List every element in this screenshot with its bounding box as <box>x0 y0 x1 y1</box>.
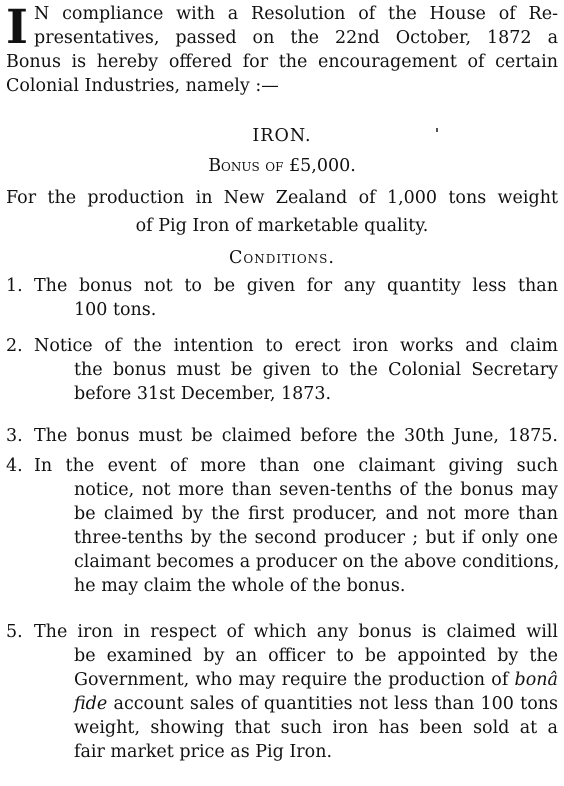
condition-line <box>34 668 558 692</box>
condition-line: claimant becomes a producer on the above conditions, <box>74 552 560 572</box>
intro-line: presentatives, passed on the 22nd October, 1872 a <box>34 28 558 48</box>
condition-line: In the event of more than one claimant giving such <box>34 456 558 476</box>
condition-item <box>6 620 558 764</box>
condition-line: weight, showing that such iron has been sold at a <box>74 718 558 738</box>
condition-line <box>34 692 558 716</box>
condition-line: three-tenths by the second producer ; but if only one <box>74 528 558 548</box>
condition-item <box>6 274 558 322</box>
conditions-title: Conditions. <box>229 248 335 268</box>
condition-line: 100 tons. <box>74 300 157 320</box>
condition-line: The iron in respect of which any bonus is claimed will <box>34 622 558 642</box>
intro-line: N compliance with a Resolution of the House of Re- <box>34 4 558 24</box>
condition-line: The bonus not to be given for any quantity less than <box>34 276 558 296</box>
condition-line: be examined by an officer to be appointed by the <box>74 646 558 666</box>
condition-line: be claimed by the first producer, and not more than <box>74 504 558 524</box>
condition-number: 1. <box>6 276 23 296</box>
italic-text: fide <box>74 694 108 714</box>
condition-text: account sales of quantities not less than 100 tons <box>113 694 558 714</box>
condition-text: Government, who may require the production of <box>74 670 509 690</box>
condition-line: the bonus must be given to the Colonial Secretary <box>74 360 558 380</box>
condition-item <box>6 424 558 448</box>
condition-item <box>6 334 558 406</box>
condition-line: notice, not more than seven-tenths of the bonus may <box>74 480 558 500</box>
intro-line: Bonus is hereby offered for the encouragement of certain <box>6 52 558 72</box>
condition-number: 2. <box>6 336 23 356</box>
condition-line: he may claim the whole of the bonus. <box>74 576 406 596</box>
condition-item <box>6 454 558 598</box>
section-heading: IRON. <box>252 126 312 146</box>
production-line: For the production in New Zealand of 1,000 tons weight <box>6 188 558 208</box>
condition-line: Notice of the intention to erect iron works and claim <box>34 336 558 356</box>
intro-line: Colonial Industries, namely :— <box>6 76 279 96</box>
condition-number: 5. <box>6 622 23 642</box>
bonus-amount: Bonus of £5,000. <box>208 156 356 176</box>
condition-line: The bonus must be claimed before the 30th June, 1875. <box>34 426 558 446</box>
condition-line: before 31st December, 1873. <box>74 384 332 404</box>
drop-cap: I <box>6 0 28 55</box>
condition-line: fair market price as Pig Iron. <box>74 742 333 762</box>
italic-text: bonâ <box>514 670 558 690</box>
condition-number: 3. <box>6 426 23 446</box>
condition-number: 4. <box>6 456 23 476</box>
intro-paragraph <box>6 2 558 98</box>
production-line: of Pig Iron of marketable quality. <box>135 216 429 236</box>
